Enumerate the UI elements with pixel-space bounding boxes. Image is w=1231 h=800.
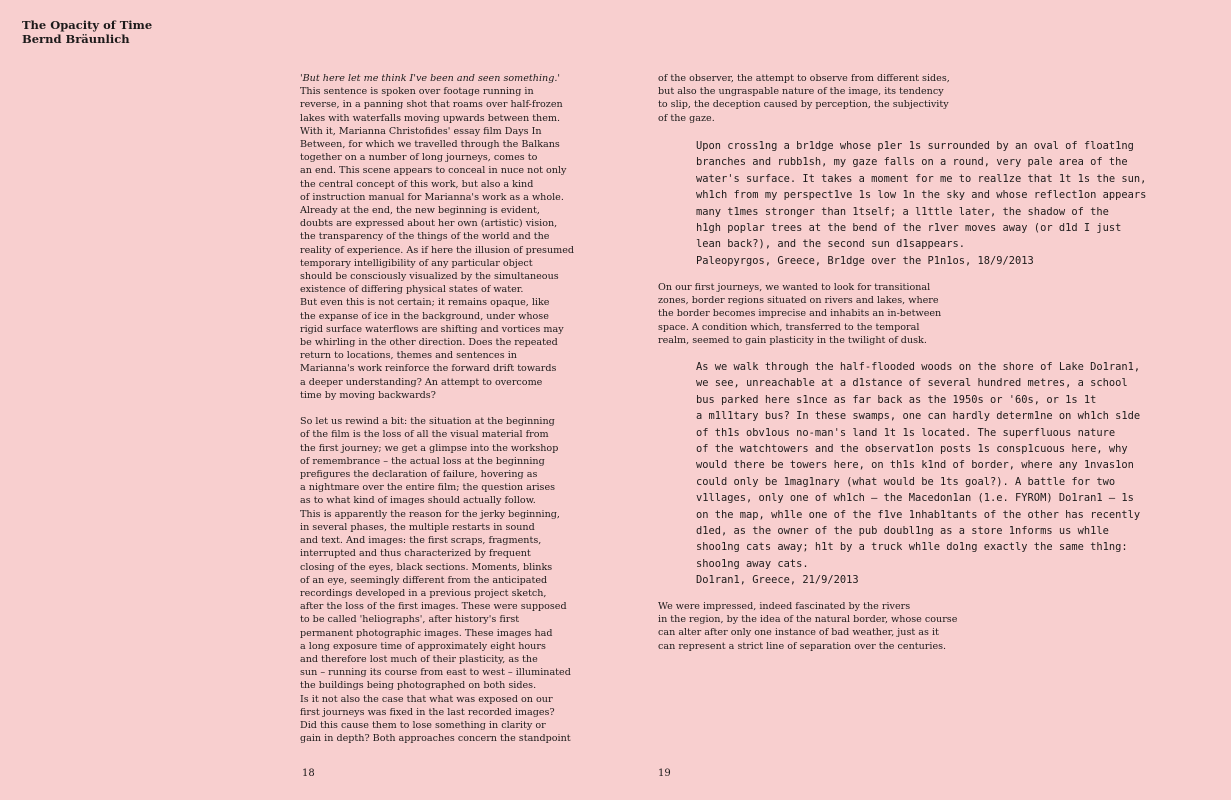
- page-number-right: 19: [658, 768, 671, 779]
- text-line: can represent a strict line of separation over the centuries.: [658, 640, 947, 652]
- paragraph: [300, 415, 574, 745]
- text-line: interrupted and thus characterized by frequent: [300, 548, 531, 560]
- text-line: permanent photographic images. These images had: [300, 627, 553, 639]
- text-line: the central concept of this work, but also a kind: [300, 178, 534, 190]
- text-line: Is it not also the case that what was exposed on our: [300, 693, 553, 705]
- quote-location-date: Do1ran1, Greece, 21/9/2013: [696, 574, 859, 587]
- text-line: zones, border regions situated on rivers and lakes, where: [658, 295, 939, 307]
- field-note-quote: [696, 138, 1146, 269]
- text-line: a long exposure time of approximately eight hours: [300, 640, 546, 652]
- text-line: and therefore lost much of their plasticity, as the: [300, 653, 538, 665]
- text-line: On our first journeys, we wanted to look for transitional: [658, 282, 931, 293]
- text-line: Did this cause them to lose something in clarity or: [300, 719, 546, 731]
- author-name: Bernd Bräunlich: [22, 32, 130, 46]
- text-line: of an eye, seemingly different from the anticipated: [300, 574, 548, 586]
- text-line: should be consciously visualized by the simultaneous: [300, 271, 559, 283]
- text-line: doubts are expressed about her own (artistic) vision,: [300, 218, 558, 230]
- text-line: the first journey; we get a glimpse into the workshop: [300, 442, 559, 454]
- text-line: rigid surface waterflows are shifting and vortices may: [300, 323, 564, 335]
- text-line: reverse, in a panning shot that roams over half-frozen: [300, 99, 563, 111]
- text-line: As we walk through the half-flooded woods on the shore of Lake Do1ran1,: [696, 361, 1141, 373]
- text-line: first journeys was fixed in the last recorded images?: [300, 706, 555, 718]
- text-line: a m1l1tary bus? In these swamps, one can hardly determ1ne on wh1ch s1de: [696, 410, 1141, 423]
- text-line: lean back?), and the second sun d1sappears.: [696, 238, 965, 251]
- text-line: could only be 1mag1nary (what would be 1ts goal?). A battle for two: [696, 475, 1116, 488]
- text-line: the transparency of the things of the world and the: [300, 231, 550, 243]
- page-number-left: 18: [302, 768, 315, 779]
- text-line: in several phases, the multiple restarts in sound: [300, 521, 535, 533]
- text-line: many t1mes stronger than 1tself; a l1ttle later, the shadow of the: [696, 205, 1109, 218]
- text-line: in the region, by the idea of the natural border, whose course: [658, 614, 958, 626]
- text-line: closing of the eyes, black sections. Moments, blinks: [300, 561, 553, 573]
- text-line: would there be towers here, on th1s k1nd of border, where any 1nvas1on: [696, 459, 1134, 472]
- text-line: This sentence is spoken over footage running in: [300, 86, 534, 98]
- text-line: Already at the end, the new beginning is evident,: [300, 205, 540, 217]
- book-title: The Opacity of Time: [22, 18, 153, 32]
- text-line: sun – running its course from east to west – illuminated: [300, 667, 571, 679]
- text-line: the border becomes imprecise and inhabits an in-between: [658, 308, 942, 320]
- text-line: gain in depth? Both approaches concern the standpoint: [300, 733, 571, 745]
- text-line: shoo1ng cats away; h1t by a truck wh1le do1ng exactly the same th1ng:: [696, 541, 1128, 554]
- text-line: Upon cross1ng a br1dge whose p1er 1s surrounded by an oval of float1ng: [696, 140, 1134, 152]
- text-line: of the film is the loss of all the visual material from: [300, 429, 549, 441]
- field-note-quote: [696, 359, 1140, 589]
- text-line: shoo1ng away cats.: [696, 557, 809, 570]
- left-column: [300, 72, 574, 745]
- text-line: but also the ungraspable nature of the image, its tendency: [658, 86, 944, 98]
- text-line: a nightmare over the entire film; the question arises: [300, 482, 556, 494]
- text-line: to be called 'heliographs', after history's first: [300, 614, 520, 626]
- text-line: of the watchtowers and the observat1on posts 1s consp1cuous here, why: [696, 443, 1128, 456]
- text-line: prefigures the declaration of failure, hovering as: [300, 469, 538, 481]
- text-line: Marianna's work reinforce the forward drift towards: [300, 363, 557, 375]
- text-line: existence of differing physical states of water.: [300, 284, 524, 296]
- right-column-middle-paragraph: [658, 281, 941, 347]
- text-line: as to what kind of images should actually follow.: [300, 495, 536, 507]
- text-line: return to locations, themes and sentences in: [300, 350, 517, 362]
- text-line: Between, for which we travelled through the Balkans: [300, 139, 560, 151]
- text-line: h1gh poplar trees at the bend of the r1ver moves away (or d1d I just: [696, 222, 1122, 235]
- text-line: But even this is not certain; it remains opaque, like: [300, 297, 550, 309]
- text-line: water's surface. It takes a moment for me to real1ze that 1t 1s the sun,: [696, 172, 1147, 185]
- text-line: d1ed, as the owner of the pub doubl1ng as a store 1nforms us wh1le: [696, 525, 1109, 538]
- text-line: of remembrance – the actual loss at the beginning: [300, 455, 545, 467]
- text-line: realm, seemed to gain plasticity in the twilight of dusk.: [658, 334, 927, 346]
- text-line: an end. This scene appears to conceal in nuce not only: [300, 165, 567, 177]
- text-line: we see, unreachable at a d1stance of several hundred metres, a school: [696, 377, 1128, 390]
- paragraph: [300, 72, 574, 402]
- text-line: 'But here let me think I've been and seen something.': [300, 73, 561, 84]
- text-line: branches and rubb1sh, my gaze falls on a round, very pale area of the: [696, 156, 1128, 169]
- text-line: the expanse of ice in the background, under whose: [300, 310, 549, 322]
- text-line: recordings developed in a previous project sketch,: [300, 587, 547, 599]
- text-line: We were impressed, indeed fascinated by the rivers: [658, 601, 911, 612]
- text-line: and text. And images: the first scraps, fragments,: [300, 535, 542, 547]
- text-line: v1llages, only one of wh1ch – the Macedon1an (1.e. FYROM) Do1ran1 – 1s: [696, 492, 1134, 505]
- text-line: temporary intelligibility of any particular object: [300, 257, 533, 269]
- text-line: a deeper understanding? An attempt to overcome: [300, 376, 543, 388]
- book-header: [22, 18, 152, 46]
- text-line: on the map, wh1le one of the f1ve 1nhab1tants of the other has recently: [696, 508, 1141, 521]
- text-line: time by moving backwards?: [300, 389, 436, 401]
- text-line: bus parked here s1nce as far back as the 1950s or '60s, or 1s 1t: [696, 393, 1097, 406]
- right-column-bottom-paragraph: [658, 600, 957, 653]
- text-line: With it, Marianna Christofides' essay film Days In: [300, 125, 542, 137]
- text-line: after the loss of the first images. These were supposed: [300, 601, 567, 613]
- text-line: together on a number of long journeys, comes to: [300, 152, 538, 164]
- text-line: of instruction manual for Marianna's work as a whole.: [300, 191, 564, 203]
- text-line: reality of experience. As if here the illusion of presumed: [300, 244, 575, 256]
- text-line: of th1s obv1ous no-man's land 1t 1s located. The superfluous nature: [696, 426, 1116, 439]
- text-line: of the gaze.: [658, 112, 715, 124]
- text-line: to slip, the deception caused by perception, the subjectivity: [658, 99, 949, 111]
- text-line: be whirling in the other direction. Does the repeated: [300, 337, 558, 349]
- text-line: lakes with waterfalls moving upwards between them.: [300, 112, 561, 124]
- quote-location-date: Paleopyrgos, Greece, Br1dge over the P1n1os, 18/9/2013: [696, 254, 1034, 267]
- text-line: the buildings being photographed on both sides.: [300, 680, 537, 692]
- text-line: This is apparently the reason for the jerky beginning,: [300, 508, 560, 520]
- text-line: can alter after only one instance of bad weather, just as it: [658, 627, 939, 639]
- text-line: of the observer, the attempt to observe from different sides,: [658, 73, 950, 84]
- text-line: wh1ch from my perspect1ve 1s low 1n the sky and whose reflect1on appears: [696, 189, 1147, 202]
- text-line: space. A condition which, transferred to the temporal: [658, 321, 920, 333]
- text-line: So let us rewind a bit: the situation at the beginning: [300, 416, 555, 428]
- right-column-top-paragraph: [658, 72, 950, 125]
